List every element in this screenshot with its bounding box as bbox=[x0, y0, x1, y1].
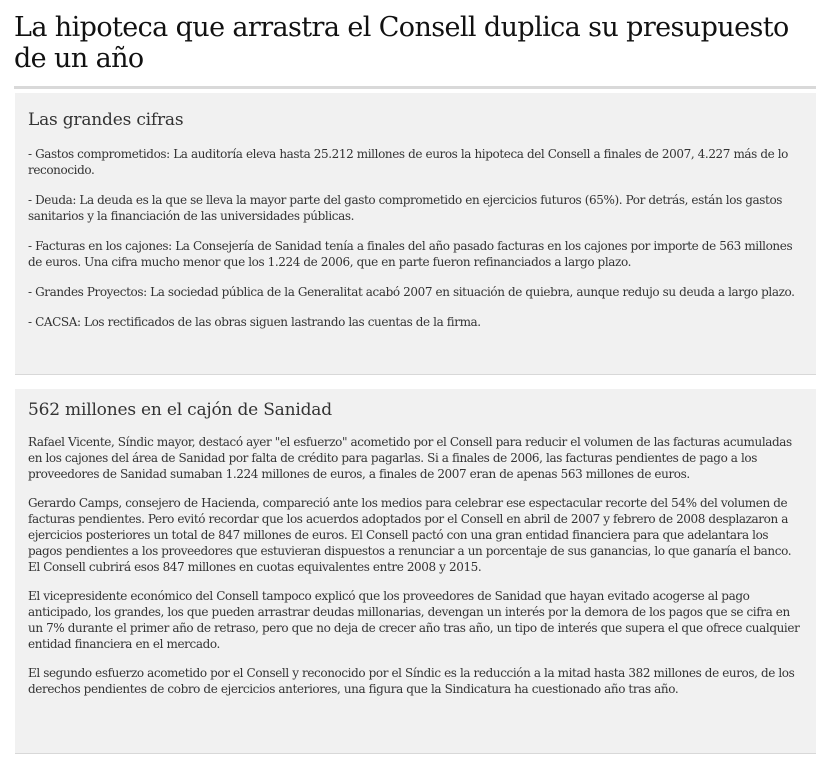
sanidad-paragraph: Rafael Vicente, Síndic mayor, destacó ayer "el esfuerzo" acometido por el Consell para reducir el volumen de las facturas acumuladas en los cajones del área de Sanidad por falta de crédito para pagarlas. Si a finales de 2006, las facturas pendientes de pago a los proveedores de Sanidad sumaban 1.224 millones de euros, a finales de 2007 eran de apenas 563 millones de euros. bbox=[28, 435, 792, 481]
article-headline: La hipoteca que arrastra el Consell duplica su presupuesto de un año bbox=[14, 12, 789, 74]
big-figures-title: Las grandes cifras bbox=[28, 110, 184, 130]
headline-divider bbox=[14, 86, 816, 89]
big-figures-list bbox=[28, 146, 803, 330]
sanidad-box bbox=[15, 389, 816, 754]
sanidad-paragraph: El segundo esfuerzo acometido por el Consell y reconocido por el Síndic es la reducción a la mitad hasta 382 millones de euros, de los derechos pendientes de cobro de ejercicios anteriores, una figura que la Sindicatura ha cuestionado año tras año. bbox=[28, 666, 795, 696]
big-figures-item: - Facturas en los cajones: La Consejería de Sanidad tenía a finales del año pasado facturas en los cajones por importe de 563 millones de euros. Una cifra mucho menor que los 1.224 de 2006, que en parte fueron refinanciados a largo plazo. bbox=[28, 239, 793, 269]
sanidad-paragraph: El vicepresidente económico del Consell tampoco explicó que los proveedores de Sanidad que hayan evitado acogerse al pago anticipado, los grandes, los que pueden arrastrar deudas millonarias, devengan un interés por la demora de los pagos que se cifra en un 7% durante el primer año de retraso, pero que no deja de crecer año tras año, un tipo de interés que supera el que ofrece cualquier entidad financiera en el mercado. bbox=[28, 589, 800, 651]
big-figures-item: - Gastos comprometidos: La auditoría eleva hasta 25.212 millones de euros la hipoteca del Consell a finales de 2007, 4.227 más de lo reconocido. bbox=[28, 147, 789, 177]
sanidad-body bbox=[28, 434, 803, 697]
big-figures-item: - Deuda: La deuda es la que se lleva la mayor parte del gasto comprometido en ejercicios futuros (65%). Por detrás, están los gastos sanitarios y la financiación de las universidades públicas. bbox=[28, 193, 783, 223]
big-figures-box bbox=[15, 93, 816, 375]
sanidad-paragraph: Gerardo Camps, consejero de Hacienda, compareció ante los medios para celebrar ese espectacular recorte del 54% del volumen de facturas pendientes. Pero evitó recordar que los acuerdos adoptados por el Consell en abril de 2007 y febrero de 2008 desplazaron a ejercicios posteriores un total de 847 millones de euros. El Consell pactó con una gran entidad financiera para que adelantara los pagos pendientes a los proveedores que estuvieran dispuestos a renunciar a un porcentaje de sus ganancias, lo que ganaría el banco. El Consell cubrirá esos 847 millones en cuotas equivalentes entre 2008 y 2015. bbox=[28, 496, 792, 574]
big-figures-item: - Grandes Proyectos: La sociedad pública de la Generalitat acabó 2007 en situación de quiebra, aunque redujo su deuda a largo plazo. bbox=[28, 285, 795, 299]
big-figures-item: - CACSA: Los rectificados de las obras siguen lastrando las cuentas de la firma. bbox=[28, 315, 481, 329]
sanidad-title: 562 millones en el cajón de Sanidad bbox=[28, 400, 332, 420]
